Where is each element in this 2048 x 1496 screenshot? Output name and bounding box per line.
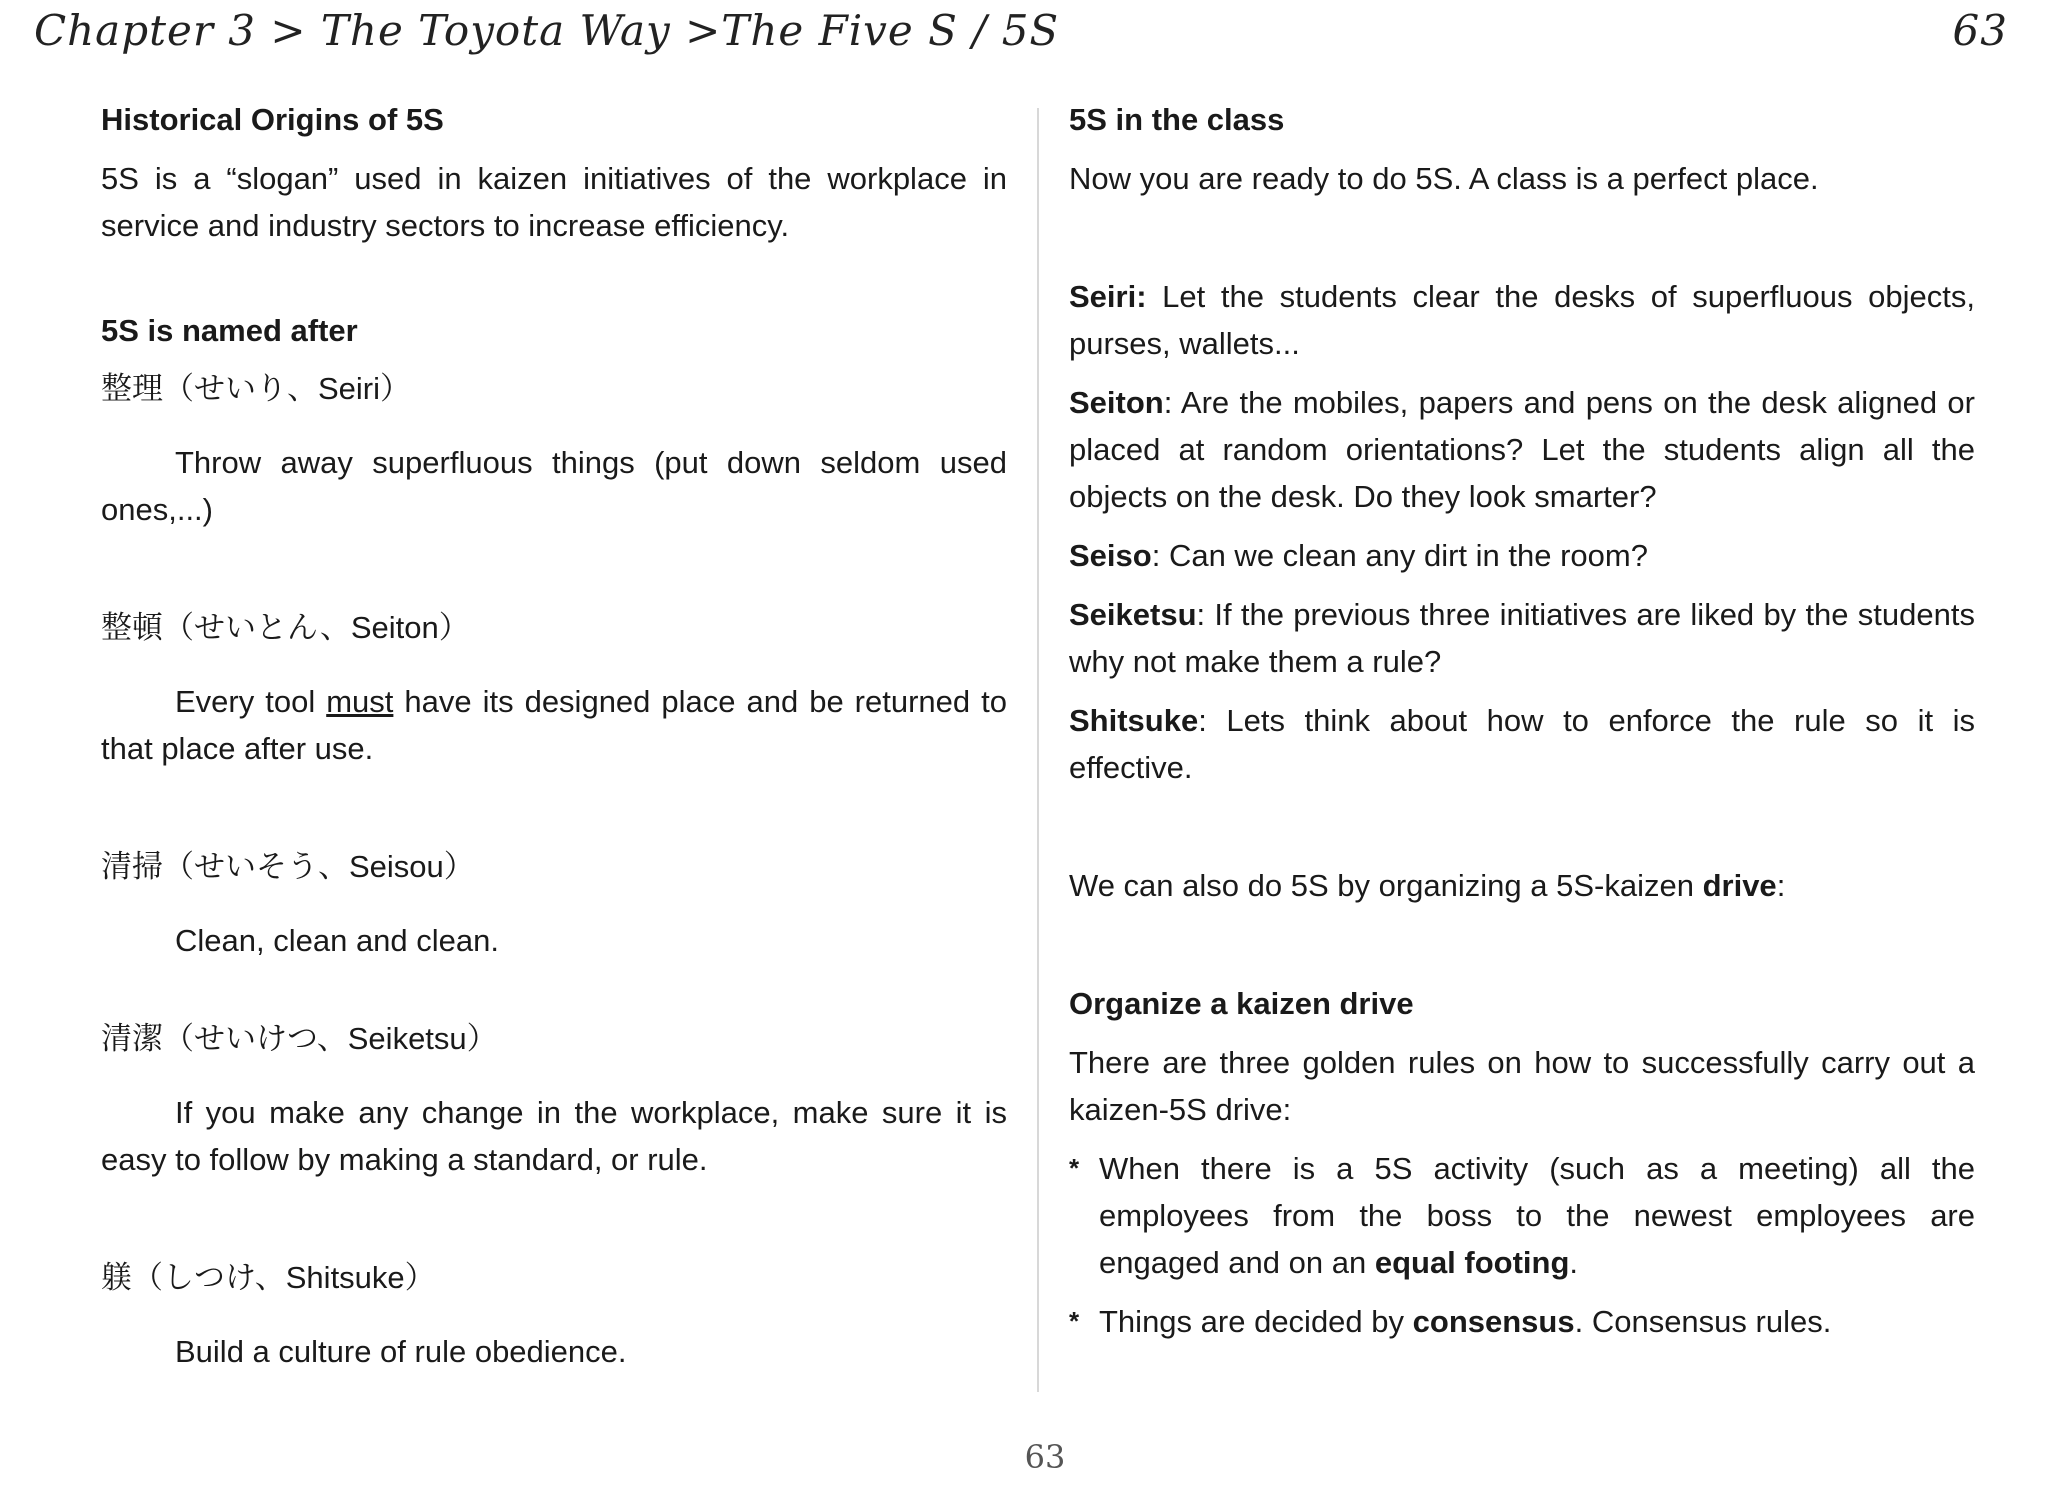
breadcrumb: Chapter 3 > The Toyota Way >The Five S / 5S: [34, 6, 1060, 55]
desc-shitsuke: Build a culture of rule obedience.: [175, 1334, 627, 1369]
desc-seiton: Every tool must have its designed place and be returned to that place after use.: [101, 684, 1007, 766]
bullet-item: * Things are decided by consensus. Consensus rules.: [1069, 1298, 1975, 1345]
term-seiton: 整頓（せいとん、Seiton）: [101, 610, 470, 645]
origins-paragraph: 5S is a “slogan” used in kaizen initiatives of the workplace in service and industry sectors to increase efficiency.: [101, 161, 1007, 243]
drive-paragraph: We can also do 5S by organizing a 5S-kaizen drive:: [1069, 868, 1786, 903]
left-column: [101, 96, 1007, 1375]
class-intro: Now you are ready to do 5S. A class is a perfect place.: [1069, 161, 1819, 196]
column-divider: [1037, 108, 1039, 1392]
desc-seisou: Clean, clean and clean.: [175, 923, 500, 958]
term-seiri: 整理（せいり、Seiri）: [101, 371, 412, 406]
step-seiso: Seiso: Can we clean any dirt in the room?: [1069, 538, 1648, 573]
step-shitsuke: Shitsuke: Lets think about how to enforce the rule so it is effective.: [1069, 703, 1975, 785]
term-seiketsu: 清潔（せいけつ、Seiketsu）: [101, 1021, 498, 1056]
organize-paragraph: There are three golden rules on how to successfully carry out a kaizen-5S drive:: [1069, 1045, 1975, 1127]
step-seiri: Seiri: Let the students clear the desks of superfluous objects, purses, wallets...: [1069, 279, 1975, 361]
term-shitsuke: 躾（しつけ、Shitsuke）: [101, 1260, 436, 1295]
desc-seiketsu: If you make any change in the workplace, make sure it is easy to follow by making a standard, or rule.: [101, 1095, 1007, 1177]
header-page-number: 63: [1952, 6, 2008, 55]
class-heading: 5S in the class: [1069, 102, 1285, 137]
step-seiketsu: Seiketsu: If the previous three initiatives are liked by the students why not make them a rule?: [1069, 597, 1975, 679]
step-seiton: Seiton: Are the mobiles, papers and pens on the desk aligned or placed at random orientations? Let the students align all the objects on the desk. Do they look smarter?: [1069, 385, 1975, 514]
organize-heading: Organize a kaizen drive: [1069, 986, 1414, 1021]
footer-page-number: 63: [1024, 1438, 1066, 1476]
running-header: [34, 2, 2008, 62]
term-seisou: 清掃（せいそう、Seisou）: [101, 849, 475, 884]
emphasis-must: must: [326, 684, 394, 719]
right-column: [1069, 96, 1975, 1345]
origins-heading: Historical Origins of 5S: [101, 102, 444, 137]
bullet-marker: *: [1069, 1153, 1080, 1183]
desc-seiri: Throw away superfluous things (put down seldom used ones,...): [101, 445, 1007, 527]
named-after-heading: 5S is named after: [101, 313, 358, 348]
bullet-item: * When there is a 5S activity (such as a meeting) all the employees from the boss to the newest employees are engaged and on an equal footing.: [1069, 1145, 1975, 1286]
bullet-marker: *: [1069, 1306, 1080, 1336]
